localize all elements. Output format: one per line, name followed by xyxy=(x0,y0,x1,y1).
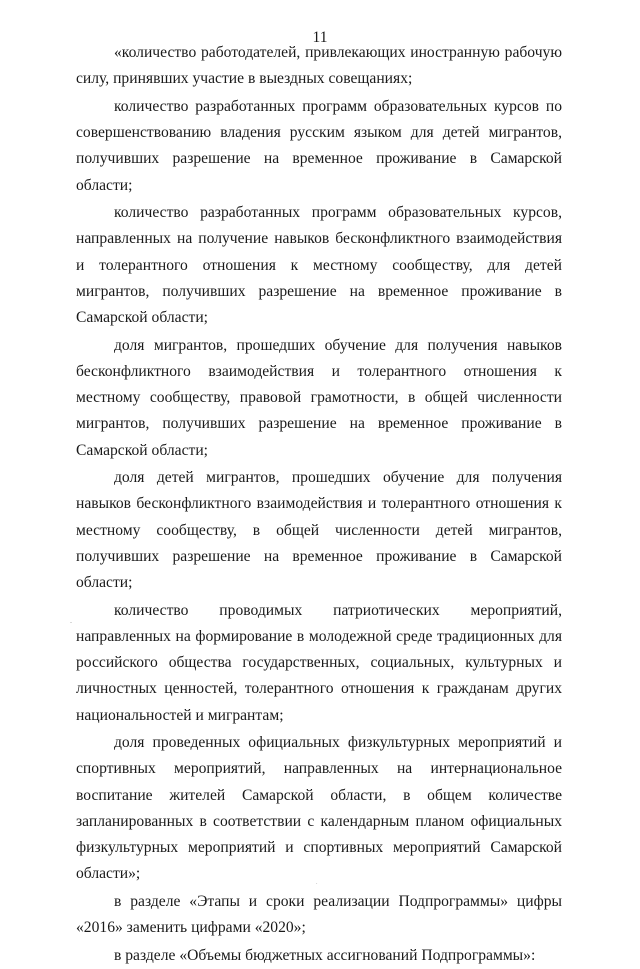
paragraph-sports-events-share: доля проведенных официальных физкультурных мероприятий и спортивных мероприятий, направленных на интернациональное воспитание жителей Самарской области, в общем количестве запланированных в соответствии с календарным планом официальных физкультурных мероприятий и спортивных мероприятий Самарской области»; xyxy=(76,734,562,883)
document-body xyxy=(76,40,562,969)
paragraph-patriotic-events: количество проводимых патриотических мероприятий, направленных на формирование в молодежной среде традиционных для российского общества государственных, социальных, культурных и личностных ценностей, толерантного отношения к гражданам других национальностей и мигрантам; xyxy=(76,601,562,724)
paragraph-employers-count: «количество работодателей, привлекающих иностранную рабочую силу, принявших участие в выездных совещаниях; xyxy=(76,44,562,88)
paragraph-tolerance-courses: количество разработанных программ образовательных курсов, направленных на получение навыков бесконфликтного взаимодействия и толерантного отношения к местному сообществу, для детей мигрантов, получивших разрешение на временное проживание в Самарской области; xyxy=(76,204,562,327)
stray-mark: . xyxy=(316,880,318,886)
page-number: 11 xyxy=(312,29,328,46)
paragraph-stages-and-terms: в разделе «Этапы и сроки реализации Подпрограммы» цифры «2016» заменить цифрами «2020»; xyxy=(76,893,562,937)
stray-mark: - xyxy=(70,620,72,626)
paragraph-budget-allocations: в разделе «Объемы бюджетных ассигнований Подпрограммы»: xyxy=(114,946,536,964)
paragraph-migrant-children-share: доля детей мигрантов, прошедших обучение для получения навыков бесконфликтного взаимодействия и толерантного отношения к местному сообществу, в общей численности детей мигрантов, получивших разрешение на временное проживание в Самарской области; xyxy=(76,469,562,592)
paragraph-russian-language-courses: количество разработанных программ образовательных курсов по совершенствованию владения русским языком для детей мигрантов, получивших разрешение на временное проживание в Самарской области; xyxy=(76,97,562,194)
paragraph-migrants-share: доля мигрантов, прошедших обучение для получения навыков бесконфликтного взаимодействия и толерантного отношения к местному сообществу, правовой грамотности, в общей численности мигрантов, получивших разрешение на временное проживание в Самарской области; xyxy=(76,336,562,459)
